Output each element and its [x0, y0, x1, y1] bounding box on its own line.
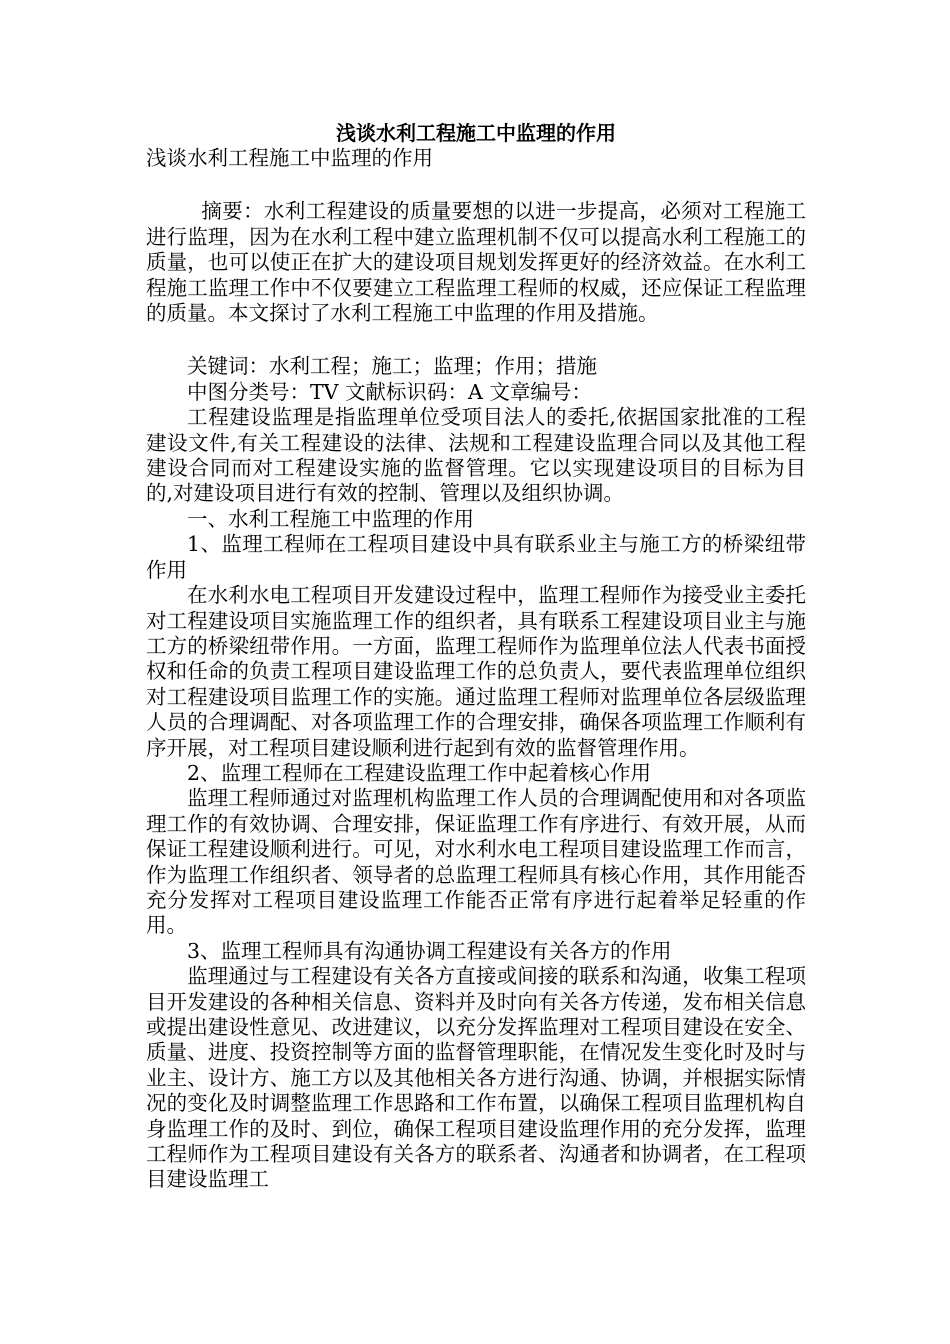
intro-paragraph: 工程建设监理是指监理单位受项目法人的委托,依据国家批准的工程建设文件,有关工程建设的法律、法规和工程建设监理合同以及其他工程建设合同而对工程建设实施的监督管理。它以实现建设项目的目标为目的,对建设项目进行有效的控制、管理以及组织协调。 — [146, 405, 806, 506]
document-title: 浅谈水利工程施工中监理的作用 — [336, 121, 616, 145]
subsection-body-2: 监理工程师通过对监理机构监理工作人员的合理调配使用和对各项监理工作的有效协调、合理安排，保证监理工作有序进行、有效开展，从而保证工程建设顺利进行。可见，对水利水电工程项目建设监理工作而言，作为监理工作组织者、领导者的总监理工程师具有核心作用，其作用能否充分发挥对工程项目建设监理工作能否正常有序进行起着举足轻重的作用。 — [146, 786, 806, 938]
classification-line: 中图分类号：TV 文献标识码：A 文章编号： — [187, 379, 592, 404]
subsection-heading-1: 1、监理工程师在工程项目建设中具有联系业主与施工方的桥梁纽带作用 — [146, 532, 806, 582]
document-subtitle: 浅谈水利工程施工中监理的作用 — [146, 146, 433, 170]
keywords-line: 关键词：水利工程；施工；监理；作用；措施 — [187, 354, 597, 379]
subsection-heading-3: 3、监理工程师具有沟通协调工程建设有关各方的作用 — [187, 938, 672, 963]
subsection-body-1: 在水利水电工程项目开发建设过程中，监理工程师作为接受业主委托对工程建设项目实施监理工作的组织者，具有联系工程建设项目业主与施工方的桥梁纽带作用。一方面，监理工程师作为监理单位法人代表书面授权和任命的负责工程项目建设监理工作的总负责人，要代表监理单位组织对工程建设项目监理工作的实施。通过监理工程师对监理单位各层级监理人员的合理调配、对各项监理工作的合理安排，确保各项监理工作顺利有序开展，对工程项目建设顺利进行起到有效的监督管理作用。 — [146, 583, 806, 760]
subsection-body-3: 监理通过与工程建设有关各方直接或间接的联系和沟通，收集工程项目开发建设的各种相关信息、资料并及时向有关各方传递，发布相关信息或提出建设性意见、改进建议，以充分发挥监理对工程项目建设在安全、质量、进度、投资控制等方面的监督管理职能，在情况发生变化时及时与业主、设计方、施工方以及其他相关各方进行沟通、协调，并根据实际情况的变化及时调整监理工作思路和工作布置，以确保工程项目监理机构自身监理工作的及时、到位，确保工程项目建设监理作用的充分发挥，监理工程师作为工程项目建设有关各方的联系者、沟通者和协调者，在工程项目建设监理工 — [146, 964, 806, 1192]
section-heading: 一、水利工程施工中监理的作用 — [187, 506, 474, 531]
document-body — [146, 120, 806, 1193]
subsection-heading-2: 2、监理工程师在工程建设监理工作中起着核心作用 — [187, 760, 652, 785]
abstract-paragraph: 摘要：水利工程建设的质量要想的以进一步提高，必须对工程施工进行监理，因为在水利工程中建立监理机制不仅可以提高水利工程施工的质量，也可以使正在扩大的建设项目规划发挥更好的经济效益。在水利工程施工监理工作中不仅要建立工程监理工程师的权威，还应保证工程监理的质量。本文探讨了水利工程施工中监理的作用及措施。 — [146, 199, 806, 326]
